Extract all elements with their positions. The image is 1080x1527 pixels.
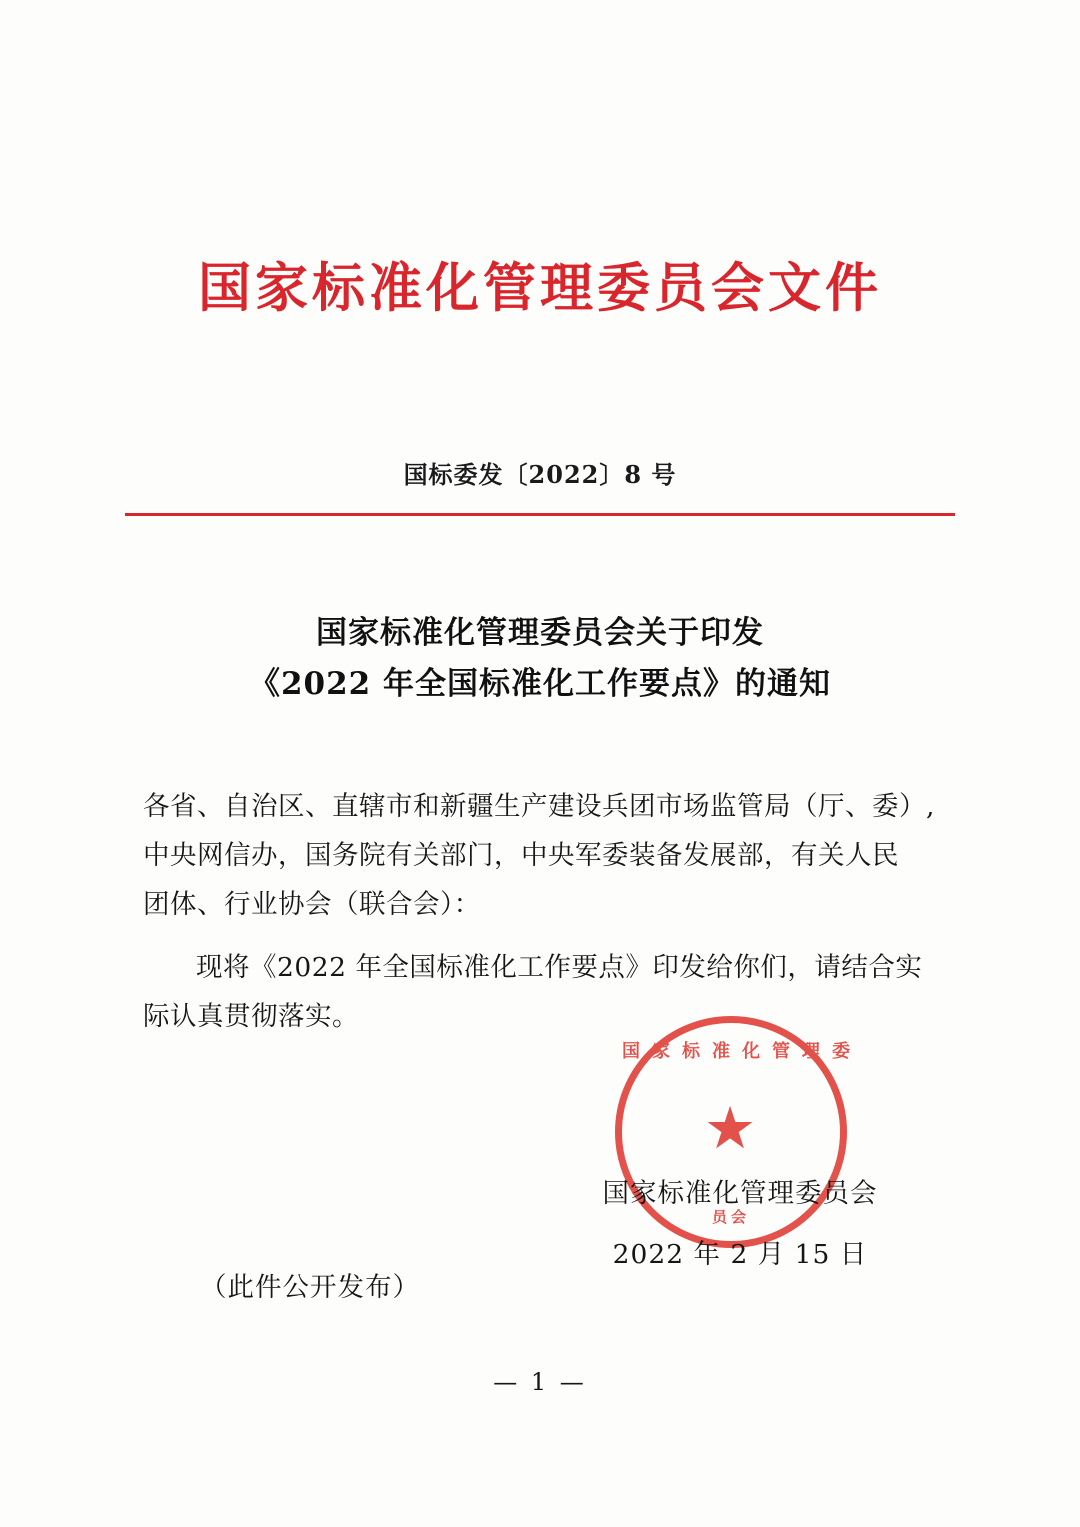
- document-number: 国标委发〔2022〕8 号: [403, 460, 677, 489]
- signature-block: [560, 1028, 920, 1271]
- document-title-line-1: 国家标准化管理委员会关于印发: [316, 615, 764, 651]
- document-title: [0, 608, 1080, 710]
- public-release-note: （此件公开发布）: [200, 1272, 420, 1303]
- seal-top-text: 国家标准化管理委: [622, 1041, 862, 1062]
- recipients-line-1: 各省、自治区、直辖市和新疆生产建设兵团市场监管局（厅、委）,: [143, 791, 935, 822]
- signing-organization: 国家标准化管理委员会: [602, 1178, 878, 1209]
- seal-star-icon: ★: [706, 1097, 756, 1159]
- red-divider-rule: [125, 513, 955, 516]
- document-body: [143, 782, 943, 1041]
- signing-date: 2022 年 2 月 15 日: [612, 1239, 868, 1270]
- body-paragraph-1: 现将《2022 年全国标准化工作要点》印发给你们，请结合实际认真贯彻落实。: [143, 952, 923, 1033]
- official-seal-icon: [615, 1016, 862, 1248]
- seal-bottom-text: 员会: [711, 1208, 750, 1226]
- document-title-line-2: 《2022 年全国标准化工作要点》的通知: [248, 666, 832, 703]
- issuing-authority-title: 国家标准化管理委员会文件: [198, 257, 882, 319]
- document-header: [0, 258, 1080, 319]
- recipients-line-3: 团体、行业协会（联合会）：: [143, 889, 481, 921]
- page-number: — 1 —: [493, 1368, 587, 1396]
- recipients-line-2: 中央网信办，国务院有关部门，中央军委装备发展部，有关人民: [143, 840, 899, 872]
